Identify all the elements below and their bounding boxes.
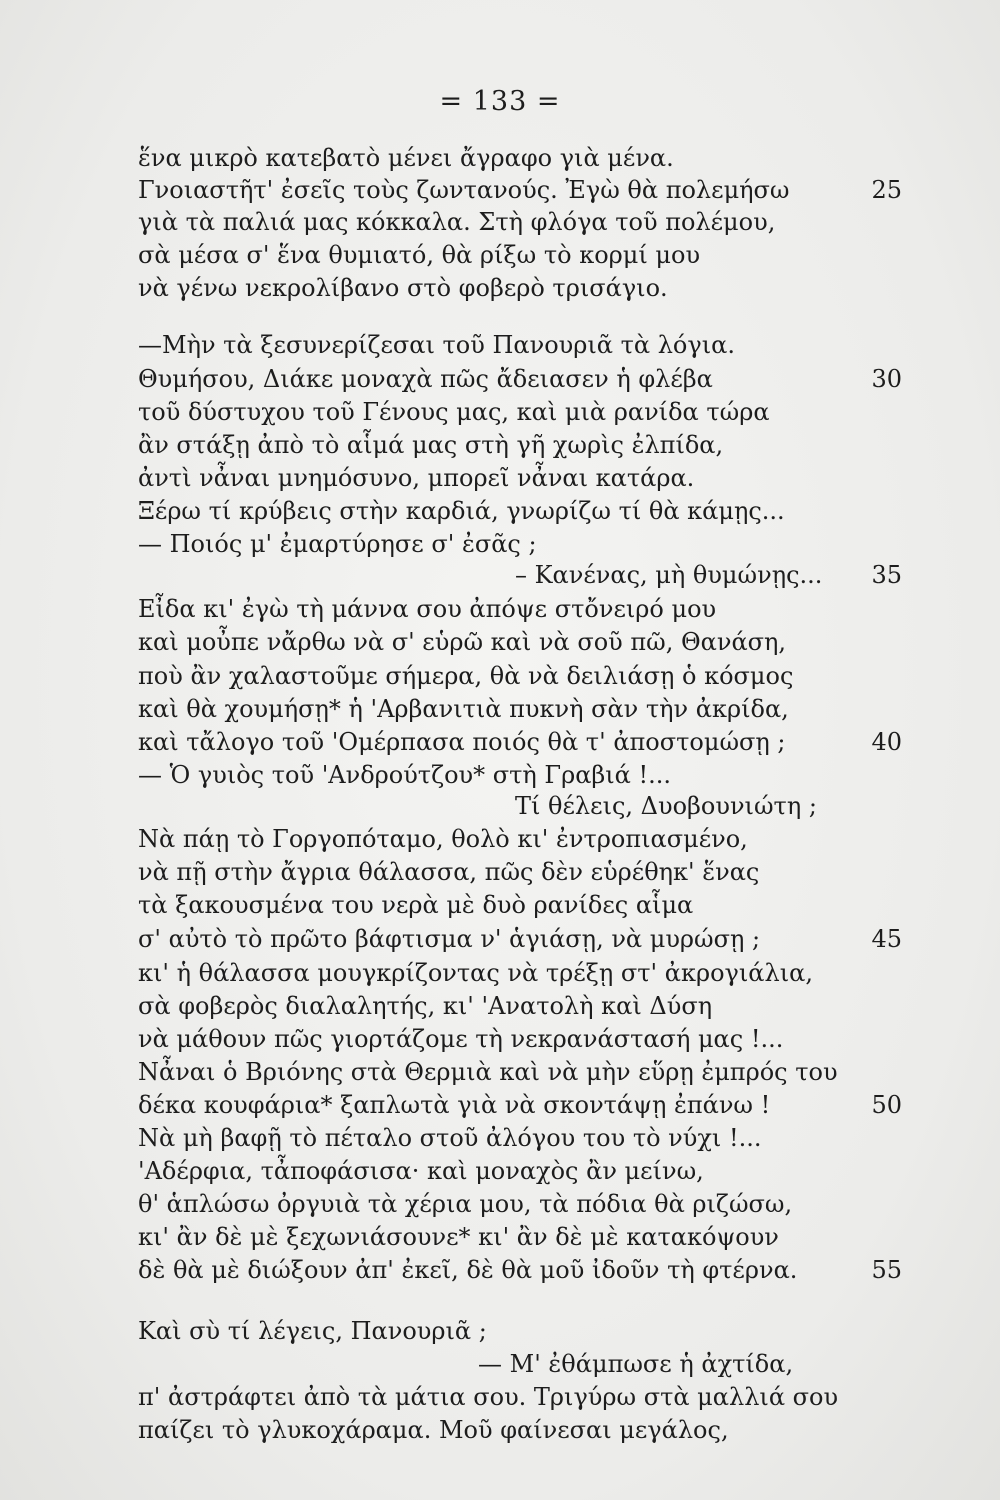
- line-number: 30: [871, 365, 902, 393]
- verse-line: 'Αδέρφια, τἆποφάσισα· καὶ μοναχὸς ἂν μείνω,: [138, 1157, 704, 1185]
- line-number: 50: [871, 1091, 902, 1119]
- verse-line: παίζει τὸ γλυκοχάραμα. Μοῦ φαίνεσαι μεγάλος,: [138, 1416, 729, 1444]
- verse-line: Γνοιαστῆτ' ἐσεῖς τοὺς ζωντανούς. Ἐγὼ θὰ πολεμήσω: [138, 176, 790, 204]
- verse-line: σὰ φοβερὸς διαλαλητής, κι' 'Ανατολὴ καὶ Δύση: [138, 992, 713, 1020]
- verse-line: Νὰ μὴ βαφῇ τὸ πέταλο στοῦ ἀλόγου του τὸ νύχι !...: [138, 1124, 762, 1152]
- verse-line: ἀντὶ νἆναι μνημόσυνο, μπορεῖ νἆναι κατάρα.: [138, 464, 695, 492]
- verse-line: Νὰ πάῃ τὸ Γοργοπόταμο, θολὸ κι' ἐντροπιασμένο,: [138, 825, 748, 853]
- verse-line: τοῦ δύστυχου τοῦ Γένους μας, καὶ μιὰ ρανίδα τώρα: [138, 398, 770, 426]
- verse-line: Θυμήσου, Διάκε μοναχὰ πῶς ἄδειασεν ἡ φλέβα: [138, 365, 713, 393]
- verse-line: νὰ γένω νεκρολίβανο στὸ φοβερὸ τρισάγιο.: [138, 274, 668, 302]
- verse-line: τὰ ξακουσμένα του νερὰ μὲ δυὸ ρανίδες αἷμα: [138, 891, 694, 919]
- verse-line: κι' ἂν δὲ μὲ ξεχωνιάσουνε* κι' ἂν δὲ μὲ κατακόψουν: [138, 1223, 779, 1251]
- verse-line: Εἶδα κι' ἐγὼ τὴ μάννα σου ἀπόψε στὄνειρό μου: [138, 595, 717, 623]
- verse-line: καὶ μοὖπε νἄρθω νὰ σ' εὑρῶ καὶ νὰ σοῦ πῶ, Θανάση,: [138, 628, 787, 656]
- verse-line: σὰ μέσα σ' ἕνα θυμιατό, θὰ ρίξω τὸ κορμί μου: [138, 241, 701, 269]
- verse-line: δὲ θὰ μὲ διώξουν ἀπ' ἐκεῖ, δὲ θὰ μοῦ ἰδοῦν τὴ φτέρνα.: [138, 1256, 798, 1284]
- line-number: 45: [871, 925, 902, 953]
- verse-line: νὰ πῇ στὴν ἄγρια θάλασσα, πῶς δὲν εὑρέθηκ' ἕνας: [138, 858, 760, 886]
- verse-line: ἕνα μικρὸ κατεβατὸ μένει ἄγραφο γιὰ μένα.: [138, 144, 674, 172]
- verse-line: Καὶ σὺ τί λέγεις, Πανουριᾶ ;: [138, 1317, 487, 1345]
- line-number: 25: [871, 176, 902, 204]
- line-number: 55: [871, 1256, 902, 1284]
- verse-line: κι' ἡ θάλασσα μουγκρίζοντας νὰ τρέξῃ στ' ἀκρογιάλια,: [138, 959, 813, 987]
- verse-line: δέκα κουφάρια* ξαπλωτὰ γιὰ νὰ σκοντάψῃ ἐπάνω !: [138, 1091, 771, 1119]
- verse-line: σ' αὐτὸ τὸ πρῶτο βάφτισμα ν' ἁγιάσῃ, νὰ μυρώσῃ ;: [138, 925, 761, 953]
- verse-line: Τί θέλεις, Δυοβουνιώτη ;: [515, 792, 817, 820]
- page-number: = 133 =: [439, 86, 561, 117]
- verse-line: καὶ τἄλογο τοῦ 'Ομέρπασα ποιός θὰ τ' ἀποστομώσῃ ;: [138, 728, 786, 756]
- verse-line: – Κανένας, μὴ θυμώνῃς...: [515, 561, 823, 589]
- verse-line: Νἆναι ὁ Βριόνης στὰ Θερμιὰ καὶ νὰ μὴν εὕρῃ ἐμπρός του: [138, 1058, 838, 1086]
- verse-line: Ξέρω τί κρύβεις στὴν καρδιά, γνωρίζω τί θὰ κάμῃς...: [138, 497, 785, 525]
- verse-line: π' ἀστράφτει ἀπὸ τὰ μάτια σου. Τριγύρω στὰ μαλλιά σου: [138, 1383, 839, 1411]
- verse-line: γιὰ τὰ παλιά μας κόκκαλα. Στὴ φλόγα τοῦ πολέμου,: [138, 208, 776, 236]
- verse-line: —Μὴν τὰ ξεσυνερίζεσαι τοῦ Πανουριᾶ τὰ λόγια.: [138, 331, 735, 359]
- verse-line: — Μ' ἐθάμπωσε ἡ ἀχτίδα,: [478, 1350, 794, 1378]
- verse-line: ἂν στάξῃ ἀπὸ τὸ αἷμά μας στὴ γῆ χωρὶς ἐλπίδα,: [138, 431, 724, 459]
- verse-line: θ' ἁπλώσω ὀργυιὰ τὰ χέρια μου, τὰ πόδια θὰ ριζώσω,: [138, 1190, 793, 1218]
- verse-line: — Ποιός μ' ἐμαρτύρησε σ' ἐσᾶς ;: [138, 530, 537, 558]
- verse-line: — Ὁ γυιὸς τοῦ 'Ανδρούτζου* στὴ Γραβιά !...: [138, 761, 672, 789]
- verse-line: καὶ θὰ χουμήσῃ* ἡ 'Αρβανιτιὰ πυκνὴ σὰν τὴν ἀκρίδα,: [138, 695, 789, 723]
- line-number: 35: [871, 561, 902, 589]
- line-number: 40: [871, 728, 902, 756]
- verse-line: ποὺ ἂν χαλαστοῦμε σήμερα, θὰ νὰ δειλιάσῃ ὁ κόσμος: [138, 662, 794, 690]
- verse-line: νὰ μάθουν πῶς γιορτάζομε τὴ νεκρανάστασή μας !...: [138, 1025, 784, 1053]
